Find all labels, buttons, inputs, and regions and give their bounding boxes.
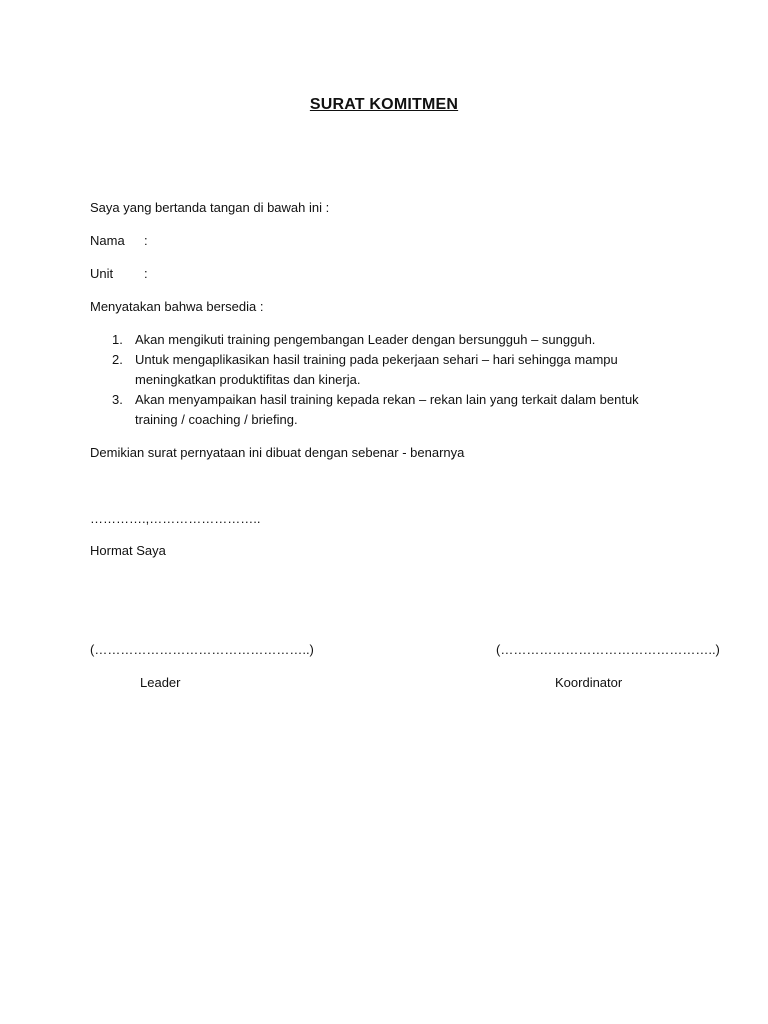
list-item-number: 1.	[112, 332, 123, 347]
list-item-number: 3.	[112, 392, 123, 407]
document-title: SURAT KOMITMEN	[309, 96, 459, 113]
field-nama-separator: :	[144, 233, 148, 248]
field-unit	[90, 264, 148, 284]
field-nama	[90, 231, 148, 251]
field-nama-label: Nama	[90, 233, 125, 248]
intro-text: Saya yang bertanda tangan di bawah ini :	[90, 200, 330, 215]
leader-role-label: Leader	[140, 675, 181, 690]
list-item-text: Untuk mengaplikasikan hasil training pada pekerjaan sehari – hari sehingga mampu meningkatkan produktifitas dan kinerja.	[135, 352, 618, 387]
list-item	[90, 350, 650, 390]
list-item-number: 2.	[112, 352, 123, 367]
list-item	[90, 330, 650, 350]
koordinator-signature-line: (…………………………………………..)	[496, 642, 720, 657]
list-item-text: Akan mengikuti training pengembangan Leader dengan bersungguh – sungguh.	[135, 332, 596, 347]
closing-text: Demikian surat pernyataan ini dibuat dengan sebenar - benarnya	[90, 445, 465, 460]
koordinator-role-label: Koordinator	[555, 675, 623, 690]
leader-signature-line: (…………………………………………..)	[90, 642, 314, 657]
place-date-line: ………….,……………………..	[90, 511, 261, 526]
commitment-list	[90, 330, 650, 430]
field-unit-separator: :	[144, 266, 148, 281]
list-item-text: Akan menyampaikan hasil training kepada rekan – rekan lain yang terkait dalam bentuk training / coaching / briefing.	[135, 392, 639, 427]
field-unit-label: Unit	[90, 266, 114, 281]
regards-text: Hormat Saya	[90, 543, 166, 558]
list-item	[90, 390, 650, 430]
statement-text: Menyatakan bahwa bersedia :	[90, 299, 264, 314]
